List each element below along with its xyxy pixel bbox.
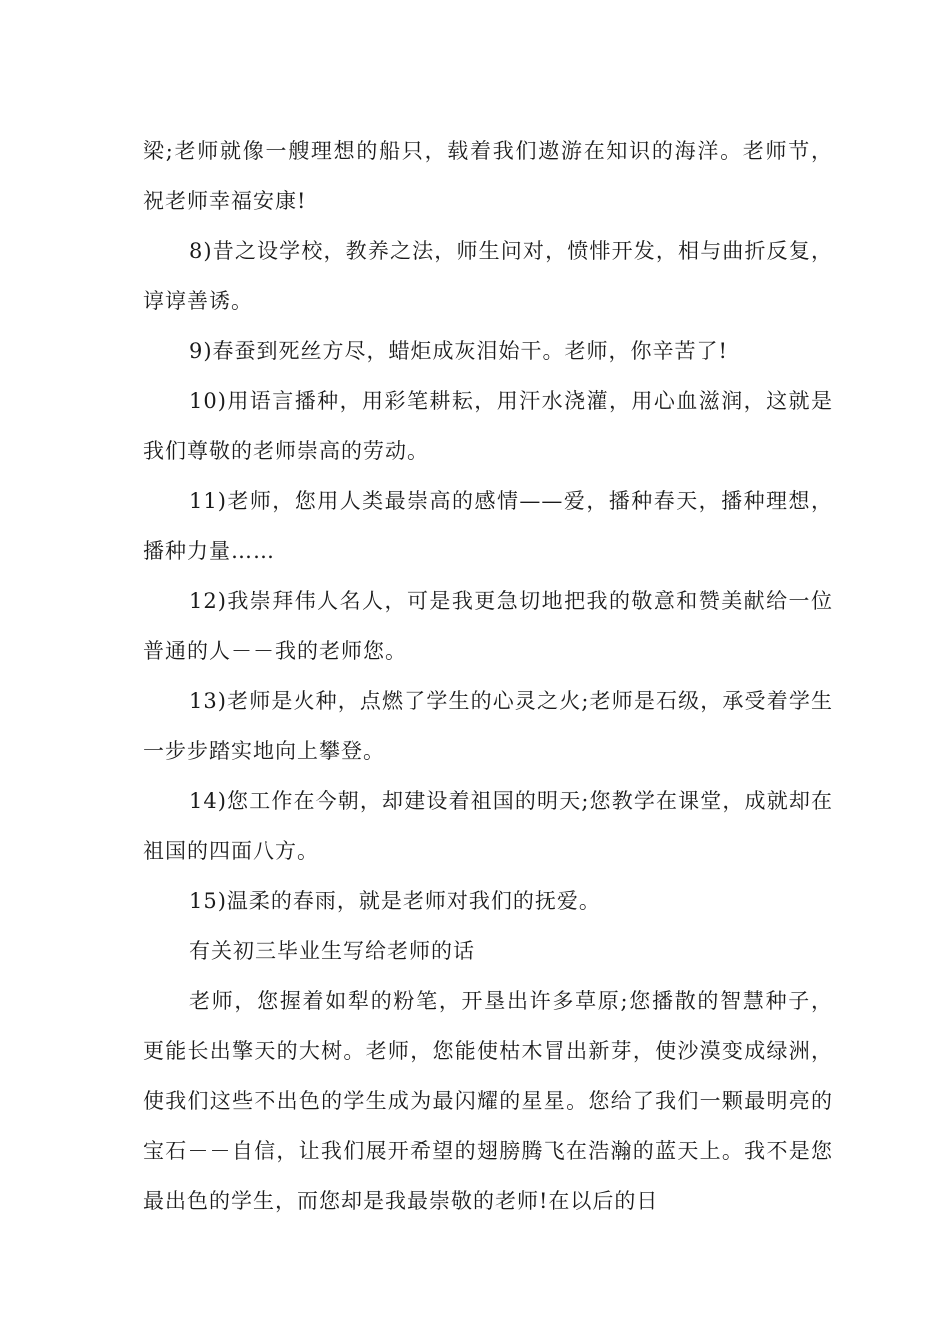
paragraph-continuation: 梁;老师就像一艘理想的船只，载着我们遨游在知识的海洋。老师节，祝老师幸福安康!: [143, 139, 833, 213]
paragraph-item-9: 9)春蚕到死丝方尽，蜡炬成灰泪始干。老师，你辛苦了!: [189, 339, 728, 363]
paragraph-item-12: 12)我崇拜伟人名人，可是我更急切地把我的敬意和赞美献给一位普通的人－－我的老师您。: [143, 589, 833, 663]
paragraph-item-8: 8)昔之设学校，教养之法，师生问对，愤悱开发，相与曲折反复，谆谆善诱。: [143, 239, 833, 313]
paragraph-item-13: 13)老师是火种，点燃了学生的心灵之火;老师是石级，承受着学生一步步踏实地向上攀登。: [143, 689, 833, 763]
paragraph-body: 老师，您握着如犁的粉笔，开垦出许多草原;您播散的智慧种子，更能长出擎天的大树。老师，您能使枯木冒出新芽，使沙漠变成绿洲，使我们这些不出色的学生成为最闪耀的星星。您给了我们一颗最明亮的宝石－－自信，让我们展开希望的翅膀腾飞在浩瀚的蓝天上。我不是您最出色的学生，而您却是我最崇敬的老师!在以后的日: [143, 989, 833, 1213]
paragraph-item-10: 10)用语言播种，用彩笔耕耘，用汗水浇灌，用心血滋润，这就是我们尊敬的老师崇高的劳动。: [143, 389, 833, 463]
paragraph-item-14: 14)您工作在今朝，却建设着祖国的明天;您教学在课堂，成就却在祖国的四面八方。: [143, 789, 833, 863]
paragraph-item-11: 11)老师，您用人类最崇高的感情——爱，播种春天，播种理想，播种力量……: [143, 489, 833, 563]
paragraph-item-15: 15)温柔的春雨，就是老师对我们的抚爱。: [189, 889, 601, 913]
section-heading: 有关初三毕业生写给老师的话: [189, 939, 475, 963]
document-body: [143, 126, 833, 1226]
